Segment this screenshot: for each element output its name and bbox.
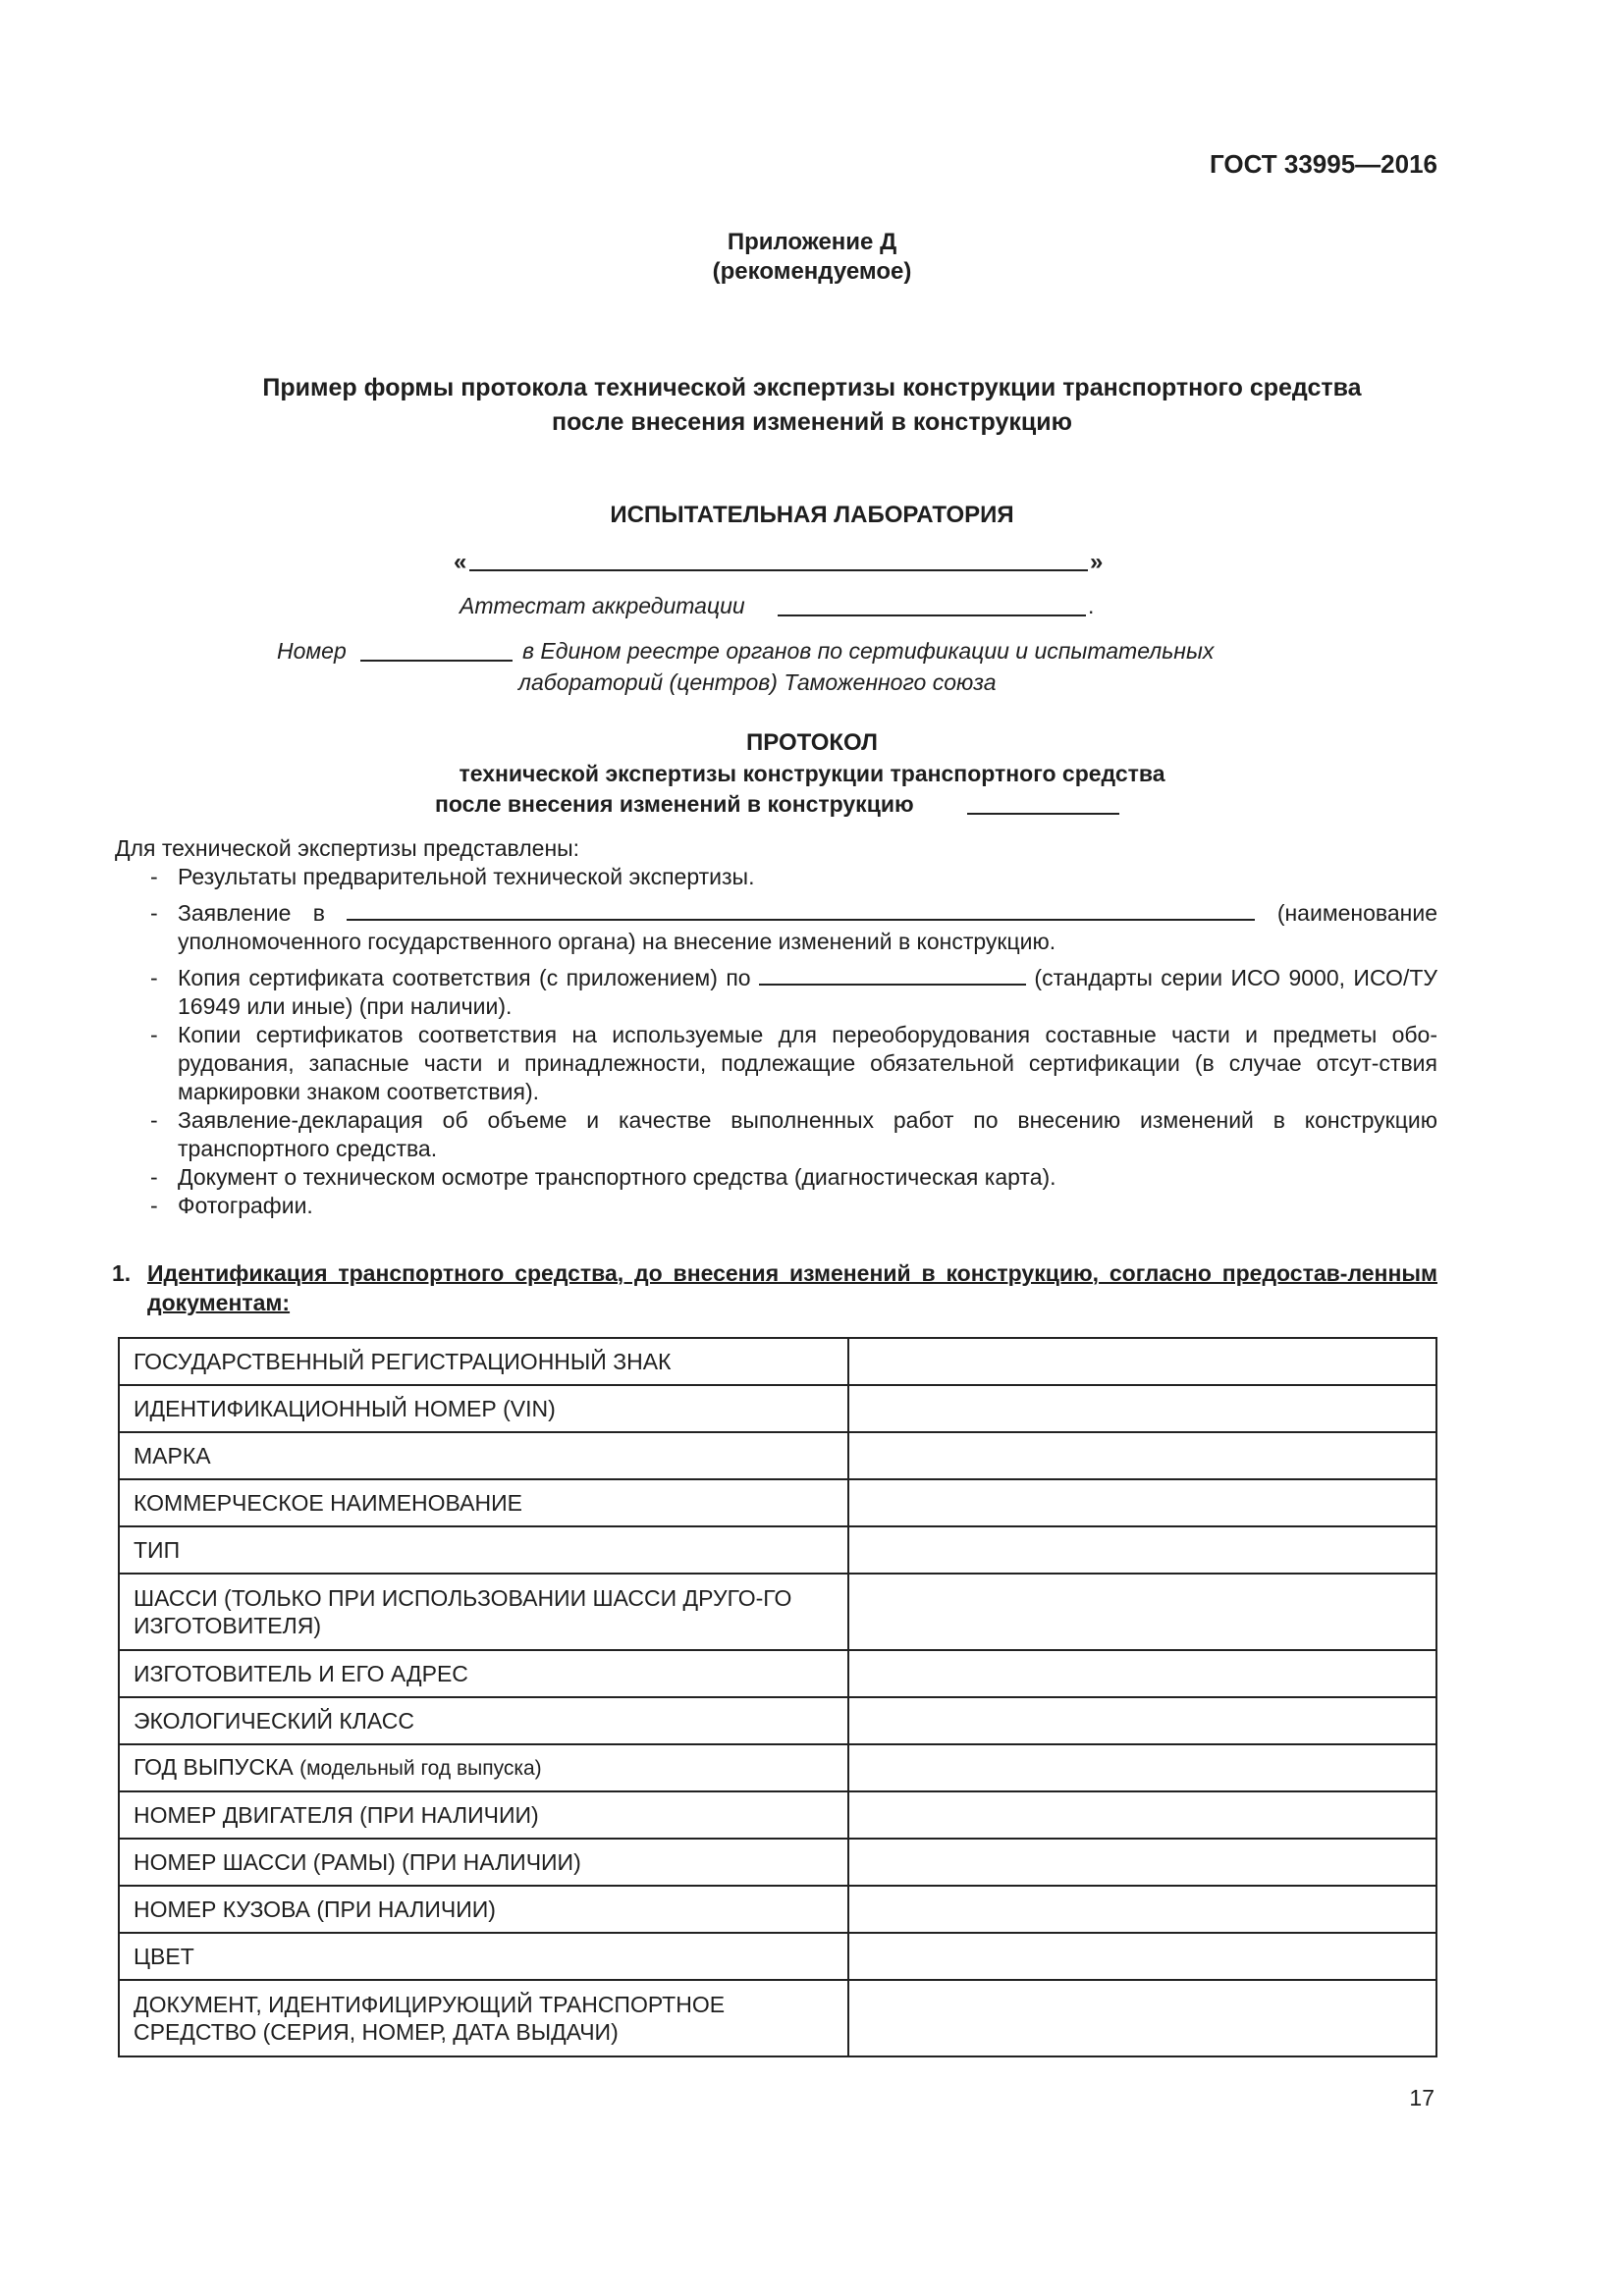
bullet-dash: - [150,1022,158,1047]
list-item [115,899,1437,956]
row-label [119,1574,848,1650]
quote-open: « [454,549,467,575]
row-value-field[interactable] [848,1839,1436,1886]
item-text: (наименование уполномоченного государственного органа) на внесение изменений в конструкцию. [178,900,1438,954]
list-item [115,964,1437,1021]
table-row [119,1432,1436,1479]
row-label [119,1526,848,1574]
row-value-field[interactable] [848,1526,1436,1574]
table-row [119,1574,1436,1650]
row-label-text: ТИП [134,1537,181,1563]
item-text: Копия сертификата соответствия (с приложением) по [178,965,751,990]
row-label-text: ЦВЕТ [134,1944,194,1969]
row-value-field[interactable] [848,1432,1436,1479]
protocol-line2: после внесения изменений в конструкцию [435,791,914,817]
table-row [119,1933,1436,1980]
row-value-field[interactable] [848,1886,1436,1933]
section-1-heading [112,1258,1437,1317]
list-item [115,863,1437,891]
list-item [115,1192,1437,1220]
row-label-text: ШАССИ (ТОЛЬКО ПРИ ИСПОЛЬЗОВАНИИ ШАССИ ДРУГО-ГО ИЗГОТОВИТЕЛЯ) [134,1585,792,1638]
row-label-text: ИДЕНТИФИКАЦИОННЫЙ НОМЕР (VIN) [134,1396,556,1421]
row-label-text: НОМЕР ДВИГАТЕЛЯ (ПРИ НАЛИЧИИ) [134,1802,539,1828]
protocol-heading: ПРОТОКОЛ [746,729,878,756]
row-label [119,1839,848,1886]
bullet-dash: - [150,864,158,889]
appendix-status: (рекомендуемое) [712,258,912,285]
row-label-text: ИЗГОТОВИТЕЛЬ И ЕГО АДРЕС [134,1661,468,1686]
row-value-field[interactable] [848,1338,1436,1385]
item-text: Фотографии. [178,1193,313,1218]
table-row [119,1526,1436,1574]
item-text: Результаты предварительной технической экспертизы. [178,864,755,889]
table-row [119,1479,1436,1526]
row-label [119,1744,848,1791]
lab-heading: ИСПЫТАТЕЛЬНАЯ ЛАБОРАТОРИЯ [610,502,1014,528]
appendix-title: Приложение Д [727,229,897,255]
bullet-dash: - [150,1193,158,1218]
row-value-field[interactable] [848,1479,1436,1526]
standard-number: ГОСТ 33995—2016 [1210,149,1437,179]
standard-field[interactable] [759,964,1026,986]
bullet-dash: - [150,1107,158,1133]
registry-line1: в Едином реестре органов по сертификации и испытательных [522,638,1215,664]
row-value-field[interactable] [848,1650,1436,1697]
row-label [119,1479,848,1526]
quote-close: » [1090,549,1104,575]
row-label [119,1791,848,1839]
row-label [119,1432,848,1479]
accreditation-field[interactable] [778,614,1086,616]
table-row [119,1744,1436,1791]
section-title: Идентификация транспортного средства, до внесения изменений в конструкцию, согласно предостав-ленным документам: [147,1260,1437,1315]
table-row [119,1338,1436,1385]
table-row [119,1886,1436,1933]
row-label [119,1338,848,1385]
item-text: (стандарты серии ИСО 9000, ИСО/ТУ 16949 или иные) (при наличии). [178,965,1437,1019]
row-value-field[interactable] [848,1574,1436,1650]
row-label-text: ЭКОЛОГИЧЕСКИЙ КЛАСС [134,1708,414,1734]
row-label [119,1650,848,1697]
row-label-text: КОММЕРЧЕСКОЕ НАИМЕНОВАНИЕ [134,1490,522,1516]
page-number: 17 [1409,2085,1435,2110]
vehicle-identification-table [118,1337,1437,2057]
submitted-documents [115,834,1437,1220]
registry-number-field[interactable] [360,660,513,662]
table-row [119,1697,1436,1744]
item-text: Документ о техническом осмотре транспортного средства (диагностическая карта). [178,1164,1056,1190]
row-label-text: НОМЕР ШАССИ (РАМЫ) (ПРИ НАЛИЧИИ) [134,1849,581,1875]
row-label-text: НОМЕР КУЗОВА (ПРИ НАЛИЧИИ) [134,1896,496,1922]
item-text: Заявление в [178,900,325,926]
bullet-dash: - [150,900,158,926]
row-value-field[interactable] [848,1385,1436,1432]
row-label-text: ГОД ВЫПУСКА [134,1754,294,1780]
table-row [119,1980,1436,2056]
row-label-text: ГОСУДАРСТВЕННЫЙ РЕГИСТРАЦИОННЫЙ ЗНАК [134,1349,672,1374]
row-value-field[interactable] [848,1980,1436,2056]
accreditation-label: Аттестат аккредитации [460,593,745,618]
list-item [115,1021,1437,1106]
bullet-dash: - [150,1164,158,1190]
list-item [115,1106,1437,1163]
accreditation-period: . [1088,593,1095,618]
protocol-field[interactable] [967,813,1119,815]
document-title-line1: Пример формы протокола технической экспертизы конструкции транспортного средства [262,374,1362,401]
document-title-line2: после внесения изменений в конструкцию [551,408,1073,436]
bullet-dash: - [150,965,158,990]
number-label: Номер [277,638,347,664]
section-number: 1. [112,1260,132,1286]
list-item [115,1163,1437,1192]
row-label [119,1933,848,1980]
row-value-field[interactable] [848,1697,1436,1744]
row-value-field[interactable] [848,1744,1436,1791]
item-text: Заявление-декларация об объеме и качестве выполненных работ по внесению изменений в конструкцию транспортного средства. [178,1107,1437,1161]
table-row [119,1839,1436,1886]
table-row [119,1385,1436,1432]
row-label [119,1385,848,1432]
row-label-note: (модельный год выпуска) [299,1757,542,1780]
lab-name-field[interactable] [469,569,1088,571]
protocol-line1: технической экспертизы конструкции транспортного средства [459,761,1165,786]
row-label-text: МАРКА [134,1443,211,1468]
submitted-intro: Для технической экспертизы представлены: [115,835,580,861]
table-row [119,1650,1436,1697]
authority-field[interactable] [347,899,1255,921]
row-label [119,1886,848,1933]
row-value-field[interactable] [848,1791,1436,1839]
row-label [119,1980,848,2056]
row-label [119,1697,848,1744]
item-text: Копии сертификатов соответствия на используемые для переоборудования составные части и предметы обо-рудования, запасные части и принадлежности, подлежащие обязательной сертификации (в случае отсут-ствия маркировки знаком соответствия). [178,1022,1437,1104]
registry-line2: лабораторий (центров) Таможенного союза [518,669,997,695]
row-value-field[interactable] [848,1933,1436,1980]
table-row [119,1791,1436,1839]
row-label-text: ДОКУМЕНТ, ИДЕНТИФИЦИРУЮЩИЙ ТРАНСПОРТНОЕ СРЕДСТВО (СЕРИЯ, НОМЕР, ДАТА ВЫДАЧИ) [134,1992,726,2045]
